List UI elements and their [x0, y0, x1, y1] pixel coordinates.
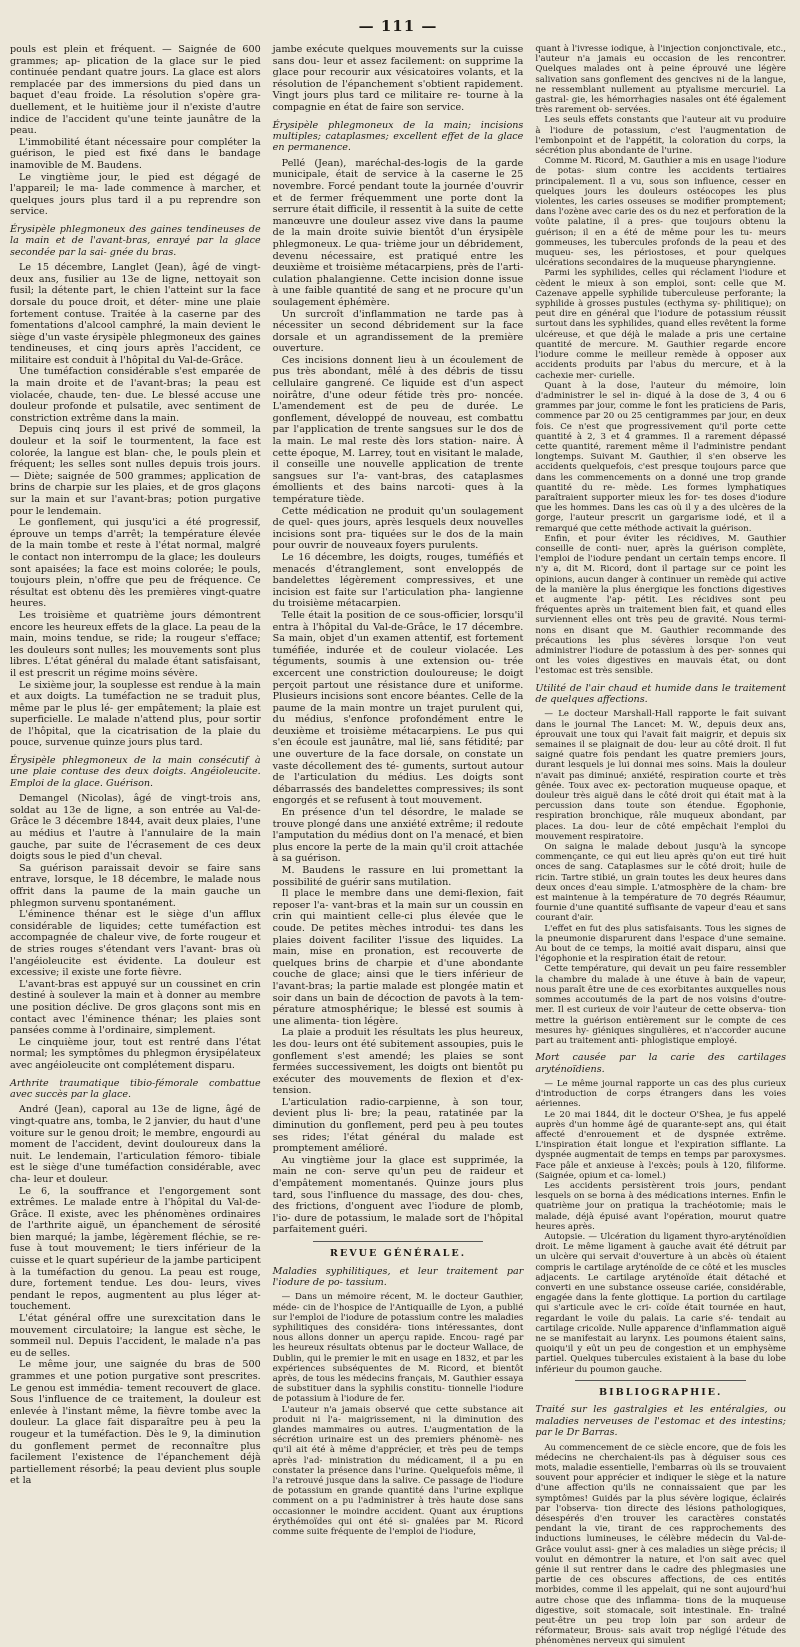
bibliography-section	[535, 1404, 786, 1646]
paragraph: — Le même journal rapporte un cas des plus curieux d'introduction de corps étrangers dans les voies aériennes.	[535, 1078, 787, 1110]
paragraph: L'éminence thénar est le siège d'un afflux considérable de liquides; cette tuméfaction est accompagnée de chaleur vive, de forte rougeur et de stries rouges s'étendant vers l'avant- bras où l'angéioleucite est évidente. La douleur est excessive; il existe une forte fièvre.	[10, 909, 261, 979]
paragraph: Le 16 décembre, les doigts, rouges, tuméfiés et menacés d'étranglement, sont enveloppés de bandelettes légèrement compressives, et une incision est faite sur l'articulation pha- langienne du troisième métacarpien.	[272, 551, 524, 610]
paragraph: Autopsie. — Ulcération du ligament thyro-aryténoïdien droit. Le même ligament à gauche avait été détruit par un ulcère qui servait d'ouverture à un abcès où étaient compris le cartilage aryténoïde de ce côté et les muscles adjacents. Le cartilage aryténoïde était détaché et converti en une substance osseuse cariée, considérable, engagée dans la fente glottique. La portion du cartilage qui s'articule avec le cri- coïde était tournée en haut, regardant le voile du palais. La carie s'é- tendait au cartilage cricoïde. Nulle apparence d'inflammation aiguë ne se manifestait au larynx. Les poumons étaient sains, quoiqu'il y eût un peu de congestion et un emphysème partiel. Quelques tubercules existaient à la base du lobe inférieur du poumon gauche.	[535, 1231, 787, 1375]
book-title: Traité sur les gastralgies et les entéralgies, ou maladies nerveuses de l'estomac et des intestins; par le Dr Barras.	[535, 1404, 787, 1439]
paragraph: Le sixième jour, la souplesse est rendue à la main et aux doigts. La tuméfaction ne se traduit plus, même par le plus lé- ger empâtement; la plaie est superficielle. Le malade n'attend plus, pour sortir de l'hôpital, que la cicatrisation de la plaie du pouce, survenue quinze jours plus tard.	[10, 679, 261, 749]
paragraph: — Dans un mémoire récent, M. le docteur Gauthier, méde- cin de l'hospice de l'Antiquaille de Lyon, a publié sur l'emploi de l'iodure de potassium contre les maladies syphilitiques des considéra- tions intéressantes, dont nous allons donner un aperçu rapide. Encou- ragé par les heureux résultats obtenus par le docteur Wallace, de Dublin, qui le premier le mit en usage en 1832, et par les expériences subséquentes de M. Ricord, et bientôt après, de tous les médecins français, M. Gauthier essaya de substituer dans la syphilis constitu- tionnelle l'iodure de potassium à l'iodure de fer.	[272, 1292, 524, 1405]
paragraph: Le 20 mai 1844, dit le docteur O'Shea, je fus appelé auprès d'un homme âgé de quarante-sept ans, qui était affecté d'enrouement et de dyspnée extrême. L'inspiration était longue et l'expiration sifflante. La dyspnée augmentait de temps en temps par paroxysmes. Face pâle et anxieuse à l'excès; pouls à 120, filiforme. (Saignée, opium et ca- lomel.)	[535, 1109, 787, 1181]
paragraph: Le cinquième jour, tout est rentré dans l'état normal; les symptômes du phlegmon érysipélateux avec angéioleucite ont complétement disparu.	[10, 1036, 261, 1071]
review-section	[273, 1266, 524, 1538]
paragraph: Un surcroît d'inflammation ne tarde pas à nécessiter un second débridement sur la face dorsale et un agrandissement de la première ouverture.	[272, 308, 524, 355]
paragraph: Comme M. Ricord, M. Gauthier a mis en usage l'iodure de potas- sium contre les accidents tertiaires principalement. Il a vu, sous son influence, cesser en quelques jours les douleurs ostéocopes les plus violentes, les caries osseuses se modifier promptement; dans l'ozène avec carie des os du nez et perforation de la voûte palatine, il a pres- que toujours obtenu la guérison; il en a été de même pour les tu- meurs gommeuses, les tubercules profonds de la peau et des muqueu- ses, les périostoses, et pour quelques ulcérations secondaires de la muqueuse pharyngienne.	[535, 156, 787, 269]
paragraph: Demangel (Nicolas), âgé de vingt-trois ans, soldat au 13e de ligne, a son entrée au Val-de-Grâce le 3 décembre 1844, avait deux plaies, l'une au médius et l'autre à l'annulaire de la main gauche, par suite de l'écrasement de ces deux doigts sous le pied d'un cheval.	[10, 793, 261, 863]
paragraph: Les accidents persistèrent trois jours, pendant lesquels on se borna à des médications internes. Enfin le quatrième jour on pratiqua la trachéotomie; mais le malade, déjà épuisé avant l'opération, mourut quatre heures après.	[535, 1180, 787, 1232]
paragraph: En présence d'un tel désordre, le malade se trouve plongé dans une anxiété extrême; il redoute l'amputation du médius dont on l'a menacé, et bien plus encore la perte de la main qu'il croit attachée à sa guérison.	[272, 807, 524, 865]
case-heading: Érysipèle phlegmoneux de la main consécutif à une plaie contuse des deux doigts. Angéioleucite. Emploi de la glace. Guérison.	[10, 755, 261, 789]
paragraph: Au commencement de ce siècle encore, que de fois les médecins ne cherchaient-ils pas à déguiser sous ces mots, maladie essentielle, l'embarras où ils se trouvaient souvent pour apprécier et indiquer le siège et la nature d'une affection qu'ils ne connaissaient que par les symptômes! Guidés par la plus sévère logique, éclairés par l'observa- tion directe des lésions pathologiques, désespérés d'en trouver les caractères constatés pendant la vie, tirant de ces rapprochements des inductions lumineuses, le célèbre médecin du Val-de-Grâce voulut assi- gner à ces maladies un siège précis; il voulut en démontrer la nature, et l'on sait avec quel génie il sut rentrer dans le cadre des phlegmasies une partie de ces obscures affections, de ces entités morbides, comme il les appelait, qui ne sont aujourd'hui autre chose que des inflamma- tions de la muqueuse digestive, soit stomacale, soit intestinale. En- traîné peut-être un peu trop loin par son ardeur de réformateur, Brous- sais avait trop négligé l'étude des phénomènes nerveux qui simulent	[535, 1442, 787, 1647]
paragraph: Sa guérison paraissait devoir se faire sans entrave, lorsque, le 18 décembre, le malade nous offrit dans la paume de la main gauche un phlegmon survenu spontanément.	[10, 862, 261, 909]
paragraph: Quant à la dose, l'auteur du mémoire, loin d'administrer le sel in- diqué à la dose de 3, 4 ou 6 grammes par jour, comme le font les praticiens de Paris, commence par 20 ou 25 centigrammes par jour, en deux fois. Ce n'est que progressivement qu'il porte cette quantité à 2, 3 et 4 grammes. Il a rarement dépassé cette quantité, rarement même il l'administre pendant longtemps. Suivant M. Gauthier, il s'en observe les accidents quelquefois, c'est presque toujours parce que dans les commencements on a donné une trop grande quantité du re- mède. Les formes lymphatiques paraîtraient supporter mieux les for- tes doses d'iodure que les hommes. Dans les cas où il y a des ulcères de la gorge, l'auteur prescrit un gargarisme iodé, et il a remarqué que cette méthode activait la guérison.	[535, 380, 787, 534]
review-heading: Mort causée par la carie des cartilages aryténoïdiens.	[535, 1052, 787, 1075]
section-title: REVUE GÉNÉRALE.	[329, 1248, 467, 1259]
paragraph: M. Baudens le rassure en lui promettant la possibilité de guérir sans mutilation.	[272, 865, 524, 888]
paragraph: Parmi les syphilides, celles qui réclament l'iodure et cèdent le mieux à son emploi, sont: celle que M. Cazenave appelle syphilide tuberculeuse perforante; la syphilide à grosses pustules (ecthyma sy- philitique); on peut dire en général que l'iodure de potassium réussit surtout dans les syphilides, quand elles revêtent la forme ulcéreuse, et que déjà le malade a pris une certaine quantité de mercure. M. Gauthier regarde encore l'iodure comme le meilleur remède à opposer aux accidents produits par l'abus du mercure, et à la cachexie mer- curielle.	[535, 268, 787, 381]
paragraph: Le vingtième jour, le pied est dégagé de l'appareil; le ma- lade commence à marcher, et quelques jours plus tard il a pu reprendre son service.	[10, 171, 261, 218]
paragraph: quant à l'ivresse iodique, à l'injection conjonctivale, etc., l'auteur n'a jamais eu occasion de les rencontrer. Quelques malades ont à peine éprouvé une légère salivation sans gonflement des gencives ni de la langue, ne ressemblant nullement au ptyalisme mercuriel. La gastral- gie, les hémorrhagies nasales ont été également très rarement ob- servées.	[535, 44, 787, 116]
column-middle	[272, 44, 524, 1538]
text-columns	[10, 44, 787, 1647]
paragraph: Le 6, la souffrance et l'engorgement sont extrêmes. Le malade entre à l'hôpital du Val-de-Grâce. Il existe, avec les phénomènes ordinaires de l'arthrite aiguë, un épanchement de sérosité bien marqué; la jambe, légèrement fléchie, se re- fuse à tout mouvement; le tiers inférieur de la cuisse et le quart supérieur de la jambe participent à la tuméfaction du genou. La peau est rouge, dure, fortement tendue. Les dou- leurs, vives pendant le repos, augmentent au plus léger at- touchement.	[10, 1185, 261, 1313]
paragraph: Au vingtième jour la glace est supprimée, la main ne con- serve qu'un peu de raideur et d'empâtement momentanés. Quinze jours plus tard, sous l'influence du massage, des dou- ches, des frictions, d'onguent avec l'iodure de plomb, l'io- dure de potassium, le malade sort de l'hôpital parfaitement guéri.	[272, 1154, 524, 1236]
paragraph: L'immobilité étant nécessaire pour compléter la guérison, le pied est fixé dans le bandage inamovible de M. Baudens.	[10, 136, 261, 171]
paragraph: Pellé (Jean), maréchal-des-logis de la garde municipale, était de service à la caserne le 25 novembre. Forcé pendant toute la journée d'ouvrir et de fermer fréquemment une porte dont la serrure était difficile, il ressentit à la suite de cette manœuvre une douleur assez vive dans la paume de la main droite suivie bientôt d'un érysipèle phlegmoneux. Le qua- trième jour un débridement, devenu nécessaire, est pratiqué entre les deuxième et troisième métacarpiens, près de l'arti- culation phalangienne. Cette incision donne issue à une faible quantité de sang et ne procure qu'un soulagement éphémère.	[272, 157, 524, 308]
paragraph: L'avant-bras est appuyé sur un coussinet en crin destiné à soulever la main et à donner au membre une position déclive. De gros glaçons sont mis en contact avec l'éminence thénar; les plaies sont pansées comme à l'ordinaire, simplement.	[10, 978, 261, 1037]
paragraph: Ces incisions donnent lieu à un écoulement de pus très abondant, mêlé à des débris de tissu cellulaire gangrené. Ce liquide est d'un aspect noirâtre, d'une odeur fétide très pro- noncée. L'amendement est de peu de durée. Le gonflement, développé de nouveau, est combattu par l'application de trente sangsues sur le dos de la main. Le mal reste dès lors station- naire. À cette époque, M. Larrey, tout en visitant le malade, il conseille une nouvelle application de trente sangsues sur l'a- vant-bras, des cataplasmes émollients et des bains narcoti- ques à la température tiède.	[272, 354, 524, 505]
case-heading: Érysipèle phlegmoneux de la main; incisions multiples; cataplasmes; excellent effet de la glace en permanence.	[272, 119, 524, 154]
page-number: — 111 —	[358, 17, 438, 35]
review-continuation	[535, 44, 786, 1375]
paragraph: L'état général offre une surexcitation dans le mouvement circulatoire; la langue est sèche, le sommeil nul. Depuis l'accident, le malade n'a pas eu de selles.	[10, 1313, 261, 1359]
paragraph: Le même jour, une saignée du bras de 500 grammes et une potion purgative sont prescrites. Le genou est immédia- tement recouvert de glace. Sous l'influence de ce traitement, la douleur est enlevée à l'instant même, la fièvre tombe avec la douleur. La glace fait disparaître peu à peu la rougeur et la tuméfaction. Dès le 9, la diminution du gonflement permet de reconnaître plus facilement l'existence de l'épanchement déjà partiellement résorbé; la peau devient plus souple et la	[10, 1359, 261, 1487]
column-left	[10, 44, 261, 1487]
paragraph: On saigna le malade debout jusqu'à la syncope commençante, ce qui eut lieu après qu'on eut tiré huit onces de sang. Cataplasmes sur le côté droit; huile de ricin. Tartre stibié, un grain toutes les deux heures dans deux onces d'eau simple. L'atmosphère de la cham- bre est maintenue à la température de 70 degrés Réaumur, fournie d'une quantité suffisante de vapeur d'eau et sans courant d'air.	[535, 842, 787, 924]
review-heading: Utilité de l'air chaud et humide dans le traitement de quelques affections.	[535, 682, 787, 705]
section-divider	[313, 1241, 484, 1242]
paragraph: L'auteur n'a jamais observé que cette substance ait produit ni l'a- maigrissement, ni la diminution des glandes mammaires ou autres. L'augmentation de la sécrétion urinaire est un des premiers phénomè- nes qu'il ait été à même d'apprécier, et très peu de temps après l'ad- ministration du médicament, il a pu en constater la présence dans l'urine. Quelquefois même, il l'a retrouvé jusque dans la salive. Ce passage de l'iodure de potassium en grande quantité dans l'urine explique comment on a pu l'administrer à très haute dose sans occasionner le moindre accident. Quant aux éruptions érythémoïdes qui ont été si- gnalées par M. Ricord comme suite fréquente de l'emploi de l'iodure,	[272, 1404, 524, 1538]
review-heading: Maladies syphilitiques, et leur traitement par l'iodure de po- tassium.	[272, 1265, 524, 1288]
paragraph: Le gonflement, qui jusqu'ici a été progressif, éprouve un temps d'arrêt; la température élevée de la main tombe et reste à l'état normal, malgré le contact non interrompu de la glace; les douleurs sont apaisées; la face est moins colorée; le pouls, toujours plein, n'offre que peu de fréquence. Ce résultat est obtenu dès les premières vingt-quatre heures.	[10, 517, 261, 610]
paragraph: La plaie a produit les résultats les plus heureux, les dou- leurs ont été subitement assoupies, puis le gonflement s'est amendé; les plaies se sont fermées successivement, les doigts ont bientôt pu exécuter des mouvements de flexion et d'ex- tension.	[272, 1027, 524, 1097]
paragraph: Une tuméfaction considérable s'est emparée de la main droite et de l'avant-bras; la peau est violacée, chaude, ten- due. Le blessé accuse une douleur profonde et pulsatile, avec sentiment de constriction extrême dans la main.	[10, 366, 261, 424]
column-right	[535, 44, 787, 1647]
paragraph: L'articulation radio-carpienne, à son tour, devient plus li- bre; la peau, ratatinée par la diminution du gonflement, perd peu à peu toutes ses rides; l'état général du malade est promptement amélioré.	[272, 1096, 524, 1155]
paragraph: — Le docteur Marshall-Hall rapporte le fait suivant dans le journal The Lancet: M. W., depuis deux ans, éprouvait une toux qui l'avait fait maigrir, et depuis six semaines il se plaignait de dou- leur au côté droit. Il fut saigné quatre fois pendant les quatre premiers jours, durant lesquels je lui donnai mes soins. Mais la douleur n'avait pas diminué; anxiété, respiration courte et très gênée. Toux avec ex- pectoration muqueuse opaque, et douleur très aiguë dans le côté droit qui était mat à la percussion dans toute son étendue. Égophonie, respiration bronchique, râle muqueux abondant, par places. La dou- leur de côté empêchait l'emploi du mouvement respiratoire.	[535, 709, 787, 842]
paragraph: Depuis cinq jours il est privé de sommeil, la douleur et la soif le tourmentent, la face est colorée, la langue est blan- che, le pouls plein et fréquent; les selles sont nulles depuis trois jours. — Diète; saignée de 500 grammes; application de brins de charpie sur les plaies, et de gros glaçons sur la main et sur l'avant-bras; potion purgative pour le lendemain.	[10, 424, 261, 517]
paragraph: Cette médication ne produit qu'un soulagement de quel- ques jours, après lesquels deux nouvelles incisions sont pra- tiquées sur le dos de la main pour ouvrir de nouveaux foyers purulents.	[272, 505, 524, 552]
section-title: BIBLIOGRAPHIE.	[599, 1386, 723, 1398]
paragraph: jambe exécute quelques mouvements sur la cuisse sans dou- leur et assez facilement: on supprime la glace pour recourir aux vésicatoires volants, et la résolution de l'épanchement s'obtient rapidement. Vingt jours plus tard ce militaire re- tourne à la compagnie en état de faire son service.	[272, 44, 524, 113]
paragraph: Les seuls effets constants que l'auteur ait vu produire à l'iodure de potassium, c'est l'augmentation de l'embonpoint et de l'appétit, la coloration du corps, la sécrétion plus abondante de l'urine.	[535, 115, 787, 157]
paragraph: Les troisième et quatrième jours démontrent encore les heureux effets de la glace. La peau de la main, moins tendue, se ride; la rougeur s'efface; les douleurs sont nulles; les mouvements sont plus libres. L'état général du malade étant satisfaisant, il est prescrit un régime moins sévère.	[10, 609, 261, 679]
case-heading: Arthrite traumatique tibio-fémorale combattue avec succès par la glace.	[10, 1077, 261, 1100]
paragraph: Il place le membre dans une demi-flexion, fait reposer l'a- vant-bras et la main sur un coussin en crin qui maintient celle-ci plus élevée que le coude. De petites mèches introdui- tes dans les plaies doivent faciliter l'issue des liquides. La main, mise en pronation, est recouverte de quelques brins de charpie et d'une abondante couche de glace; ainsi que le tiers inférieur de l'avant-bras; la partie malade est plongée matin et soir dans un bain de décoction de pavots à la tem- pérature atmosphérique; le blessé est soumis à une alimenta- tion légère.	[272, 888, 524, 1027]
section-divider	[575, 1380, 746, 1381]
paragraph: Cette température, qui devait un peu faire ressembler la chambre du malade à une étuve à bain de vapeur, nous paraît être une de ces exorbitantes auxquelles nous sommes accoutumés de la part de nos voisins d'outre-mer. Il est curieux de voir l'auteur de cette observa- tion mettre la guérison entièrement sur le compte de ces mesures hy- giéniques singulières, et n'accorder aucune part au traitement anti- phlogistique employé.	[535, 964, 787, 1046]
paragraph: André (Jean), caporal au 13e de ligne, âgé de vingt-quatre ans, tomba, le 2 janvier, du haut d'une voiture sur le genou droit; le membre, engourdi au moment de l'accident, devint douloureux dans la nuit. Le lendemain, l'articulation fémoro- tibiale est le siège d'une tuméfaction considérable, avec cha- leur et douleur.	[10, 1104, 261, 1185]
paragraph: Telle était la position de ce sous-officier, lorsqu'il entra à l'hôpital du Val-de-Grâce, le 17 décembre. Sa main, objet d'un examen attentif, est fortement tuméfiée, indurée et de couleur violacée. Les téguments, soumis à une extension ou- trée excercent une constriction douloureuse; le doigt perçoit partout une résistance dure et uniforme. Plusieurs incisions sont encore béantes. Celle de la paume de la main montre un trajet purulent qui, du médius, s'enfonce profondément entre le deuxième et troisième métacarpiens. Le pus qui s'en écoule est jaunâtre, mal lié, sans fétidité; par une ouverture de la face dorsale, on constate un vaste décollement des té- guments, surtout autour de l'articulation du médius. Les doigts sont débarrassés des bandelettes compressives; ils sont engorgés et se refusent à tout mouvement.	[272, 609, 524, 807]
case-heading: Érysipèle phlegmoneux des gaines tendineuses de la main et de l'avant-bras, enrayé par la glace secondée par la sai- gnée du bras.	[10, 223, 261, 258]
paragraph: Le 15 décembre, Langlet (Jean), âgé de vingt-deux ans, fusilier au 13e de ligne, nettoyait son fusil; la détente part, le chien l'atteint sur la face dorsale du pouce droit, et déter- mine une plaie fortement contuse. Traitée à la caserne par des fomentations d'alcool camphré, la main devient le siège d'un vaste érysipèle phlegmoneux des gaines tendineuses, et cinq jours après l'accident, ce militaire est conduit à l'hôpital du Val-de-Grâce.	[10, 262, 261, 366]
paragraph: Enfin, et pour éviter les récidives, M. Gauthier conseille de conti- nuer, après la guérison complète, l'emploi de l'iodure pendant un certain temps encore. Il n'y a, dit M. Ricord, dont il partage sur ce point les opinions, aucun danger à continuer un remède qui active de la manière la plus énergique les fonctions digestives et augmente l'ap- pétit. Les récidives sont peu fréquentes après un traitement bien fait, et quand elles surviennent elles ont très peu de gravité. Nous termi- nons en disant que M. Gauthier recommande des précautions les plus sévères lorsque l'on veut administrer l'iodure de potassium à des per- sonnes qui ont les voies digestives en mauvais état, ou dont l'estomac est très sensible.	[535, 533, 787, 677]
paragraph: pouls est plein et fréquent. — Saignée de 600 grammes; ap- plication de la glace sur le pied continuée pendant quatre jours. La glace est alors remplacée par des immersions du pied dans un baquet d'eau froide. La résolution s'opère gra- duellement, et le huitième jour il n'existe d'autre indice de l'accident qu'une teinte jaunâtre de la peau.	[10, 44, 261, 137]
paragraph: L'effet en fut des plus satisfaisants. Tous les signes de la pneumonie disparurent dans l'espace d'une semaine. Au bout de ce temps, la moitié avait disparu, ainsi que l'égophonie et la respiration était de retour.	[535, 923, 787, 965]
